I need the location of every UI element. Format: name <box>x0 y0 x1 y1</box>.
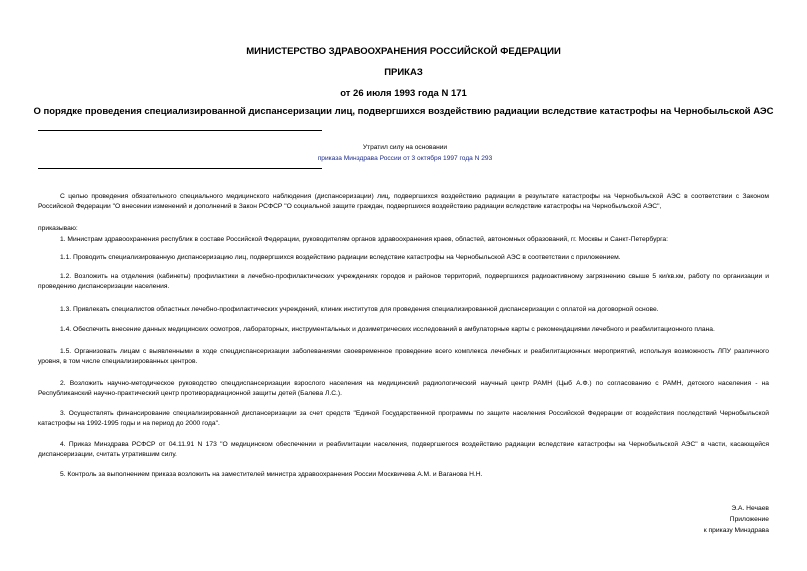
ministry-title: МИНИСТЕРСТВО ЗДРАВООХРАНЕНИЯ РОССИЙСКОЙ ФЕДЕРАЦИИ <box>246 46 561 57</box>
paragraph-1-3: 1.3. Привлекать специалистов областных лечебно-профилактических учреждений, клиник институтов для проведения специализированной диспансеризации с оплатой на договорной основе. <box>60 306 659 313</box>
paragraph-2: 2. Возложить научно-методическое руководство спецдиспансеризации взрослого населения на медицинский радиологический научный центр РАМН (Цыб А.Ф.) по согласованию с РАМН, детского населения - на Республиканский научно-практический центр противорадиационной защиты детей (Балева Л.С.). <box>38 380 769 397</box>
document-type: ПРИКАЗ <box>384 67 423 78</box>
document-date-number: от 26 июля 1993 года N 171 <box>340 88 467 99</box>
intro-paragraph: С целью проведения обязательного специального медицинского наблюдения (диспансеризации) лиц, подвергшихся воздействию радиации в результате катастрофы на Чернобыльской АЭС в соответствии с Законом Российской Федерации "О внесении изменений и дополнений в Закон РСФСР "О социальной защите граждан, подвергшихся воздействию радиации вследствие катастрофы на Чернобыльской АЭС", <box>38 193 769 210</box>
signatory-name: Э.А. Нечаев <box>731 505 769 512</box>
paragraph-1-5: 1.5. Организовать лицам с выявленными в ходе спецдиспансеризации заболеваниями своевременное проведение всего комплекса лечебных и реабилитационных мероприятий, используя возможность ЛПУ различного уровня, в том числе специализированных центров. <box>38 348 769 365</box>
divider-bottom <box>38 168 322 169</box>
paragraph-1-1: 1.1. Проводить специализированную диспансеризацию лиц, подвергшихся воздействию радиации вследствие катастрофы на Чернобыльской АЭС в соответствии с приложением. <box>60 254 621 261</box>
paragraph-1-2: 1.2. Возложить на отделения (кабинеты) профилактики в лечебно-профилактических учреждениях городов и районов территорий, подвергшихся радиоактивному загрязнению свыше 5 ки/кв.км, работу по организации и проведению диспансеризации населения. <box>38 273 769 290</box>
repeal-note: Утратил силу на основании <box>362 144 448 151</box>
appendix-label: Приложение <box>729 516 769 523</box>
paragraph-1: 1. Министрам здравоохранения республик в составе Российской Федерации, руководителям органов здравоохранения краев, областей, автономных образований, гг. Москвы и Санкт-Петербурга: <box>60 236 668 243</box>
orders-line: приказываю: <box>38 225 78 232</box>
paragraph-5: 5. Контроль за выполнением приказа возложить на заместителей министра здравоохранения России Москвичева А.М. и Ваганова Н.Н. <box>60 471 483 478</box>
paragraph-4: 4. Приказ Минздрава РСФСР от 04.11.91 N 173 "О медицинском обеспечении и реабилитации населения, подвергшегося воздействию радиации вследствие катастрофы на Чернобыльской АЭС" в части, касающейся диспансеризации, считать утратившим силу. <box>38 441 769 458</box>
document-subject: О порядке проведения специализированной диспансеризации лиц, подвергшихся воздействию радиации вследствие катастрофы на Чернобыльской АЭС <box>33 106 774 117</box>
repeal-link[interactable]: приказа Минздрава России от 3 октября 1997 года N 293 <box>317 155 493 162</box>
paragraph-3: 3. Осуществлять финансирование специализированной диспансеризации за счет средств "Единой Государственной программы по защите населения Российской Федерации от воздействия последствий Чернобыльской катастрофы на 1992-1995 годы и на период до 2000 года". <box>38 410 769 427</box>
paragraph-1-4: 1.4. Обеспечить внесение данных медицинских осмотров, лабораторных, инструментальных и дозиметрических исследований в амбулаторные карты с рекомендациями лечебного и реабилитационного плана. <box>60 326 715 333</box>
divider-top <box>38 130 322 131</box>
appendix-reference: к приказу Минздрава <box>703 527 769 534</box>
